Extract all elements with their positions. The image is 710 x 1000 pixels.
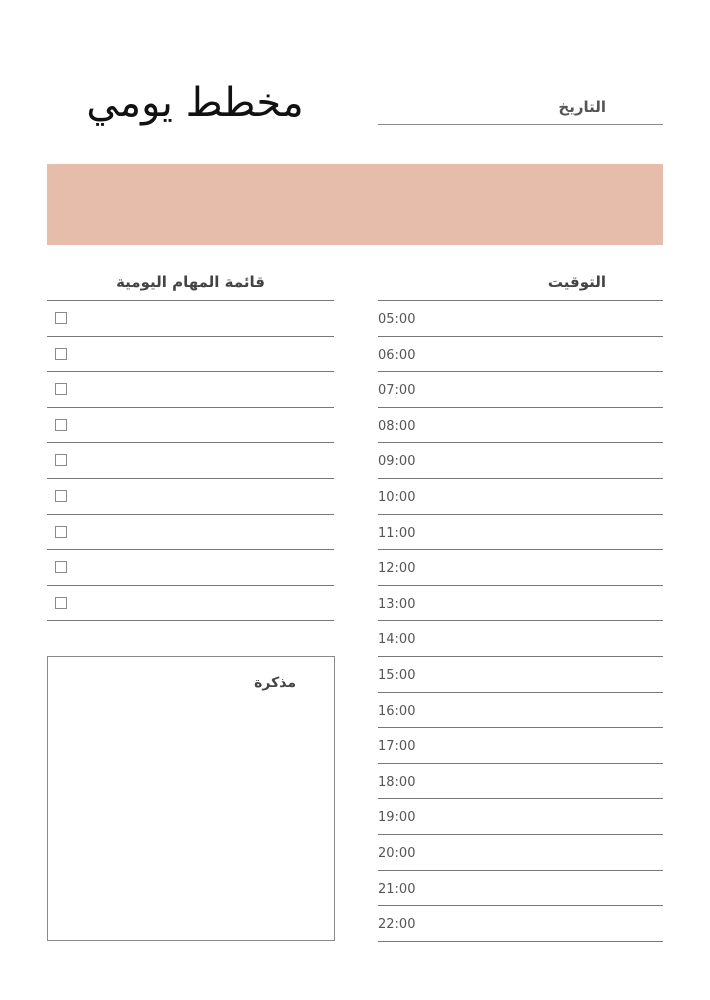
time-label: 10:00 <box>378 489 416 505</box>
time-label: 19:00 <box>378 810 416 826</box>
time-row[interactable] <box>378 586 663 622</box>
task-checkbox[interactable] <box>55 419 67 431</box>
task-row[interactable] <box>47 337 334 373</box>
page-title: مخطط يومي <box>86 80 304 126</box>
time-row[interactable] <box>378 515 663 551</box>
time-row[interactable] <box>378 835 663 871</box>
task-checkbox[interactable] <box>55 597 67 609</box>
time-row[interactable] <box>378 657 663 693</box>
time-label: 09:00 <box>378 454 416 470</box>
task-row[interactable] <box>47 301 334 337</box>
task-row[interactable] <box>47 443 334 479</box>
time-label: 22:00 <box>378 917 416 933</box>
time-row[interactable] <box>378 301 663 337</box>
time-row[interactable] <box>378 408 663 444</box>
time-label: 15:00 <box>378 667 416 683</box>
time-label: 16:00 <box>378 703 416 719</box>
time-label: 06:00 <box>378 347 416 363</box>
time-row[interactable] <box>378 693 663 729</box>
task-row[interactable] <box>47 586 334 622</box>
time-label: 17:00 <box>378 739 416 755</box>
time-label: 07:00 <box>378 383 416 399</box>
date-label: التاريخ <box>558 98 606 116</box>
time-label: 21:00 <box>378 881 416 897</box>
time-label: 14:00 <box>378 632 416 648</box>
task-checkbox[interactable] <box>55 348 67 360</box>
time-row[interactable] <box>378 337 663 373</box>
time-label: 08:00 <box>378 418 416 434</box>
time-label: 11:00 <box>378 525 416 541</box>
task-row[interactable] <box>47 550 334 586</box>
task-checkbox[interactable] <box>55 561 67 573</box>
time-row[interactable] <box>378 550 663 586</box>
task-checkbox[interactable] <box>55 490 67 502</box>
time-schedule <box>378 300 663 942</box>
time-row[interactable] <box>378 443 663 479</box>
task-checkbox[interactable] <box>55 383 67 395</box>
task-row[interactable] <box>47 479 334 515</box>
time-label: 13:00 <box>378 596 416 612</box>
time-label: 12:00 <box>378 561 416 577</box>
time-label: 20:00 <box>378 845 416 861</box>
time-label: 05:00 <box>378 312 416 327</box>
tasks-heading: قائمة المهام اليومية <box>116 273 265 291</box>
date-field-line[interactable] <box>378 124 663 125</box>
header-banner <box>47 164 663 245</box>
time-row[interactable] <box>378 764 663 800</box>
task-checkbox[interactable] <box>55 312 67 324</box>
task-row[interactable] <box>47 515 334 551</box>
time-row[interactable] <box>378 799 663 835</box>
task-checkbox[interactable] <box>55 526 67 538</box>
time-label: 18:00 <box>378 774 416 790</box>
task-row[interactable] <box>47 408 334 444</box>
time-row[interactable] <box>378 479 663 515</box>
task-row[interactable] <box>47 372 334 408</box>
task-checkbox[interactable] <box>55 454 67 466</box>
notes-label: مذكرة <box>254 675 296 691</box>
time-row[interactable] <box>378 871 663 907</box>
time-row[interactable] <box>378 906 663 942</box>
schedule-heading: التوقيت <box>547 273 606 291</box>
time-row[interactable] <box>378 621 663 657</box>
task-list <box>47 300 334 621</box>
time-row[interactable] <box>378 728 663 764</box>
notes-box[interactable] <box>47 656 335 941</box>
time-row[interactable] <box>378 372 663 408</box>
